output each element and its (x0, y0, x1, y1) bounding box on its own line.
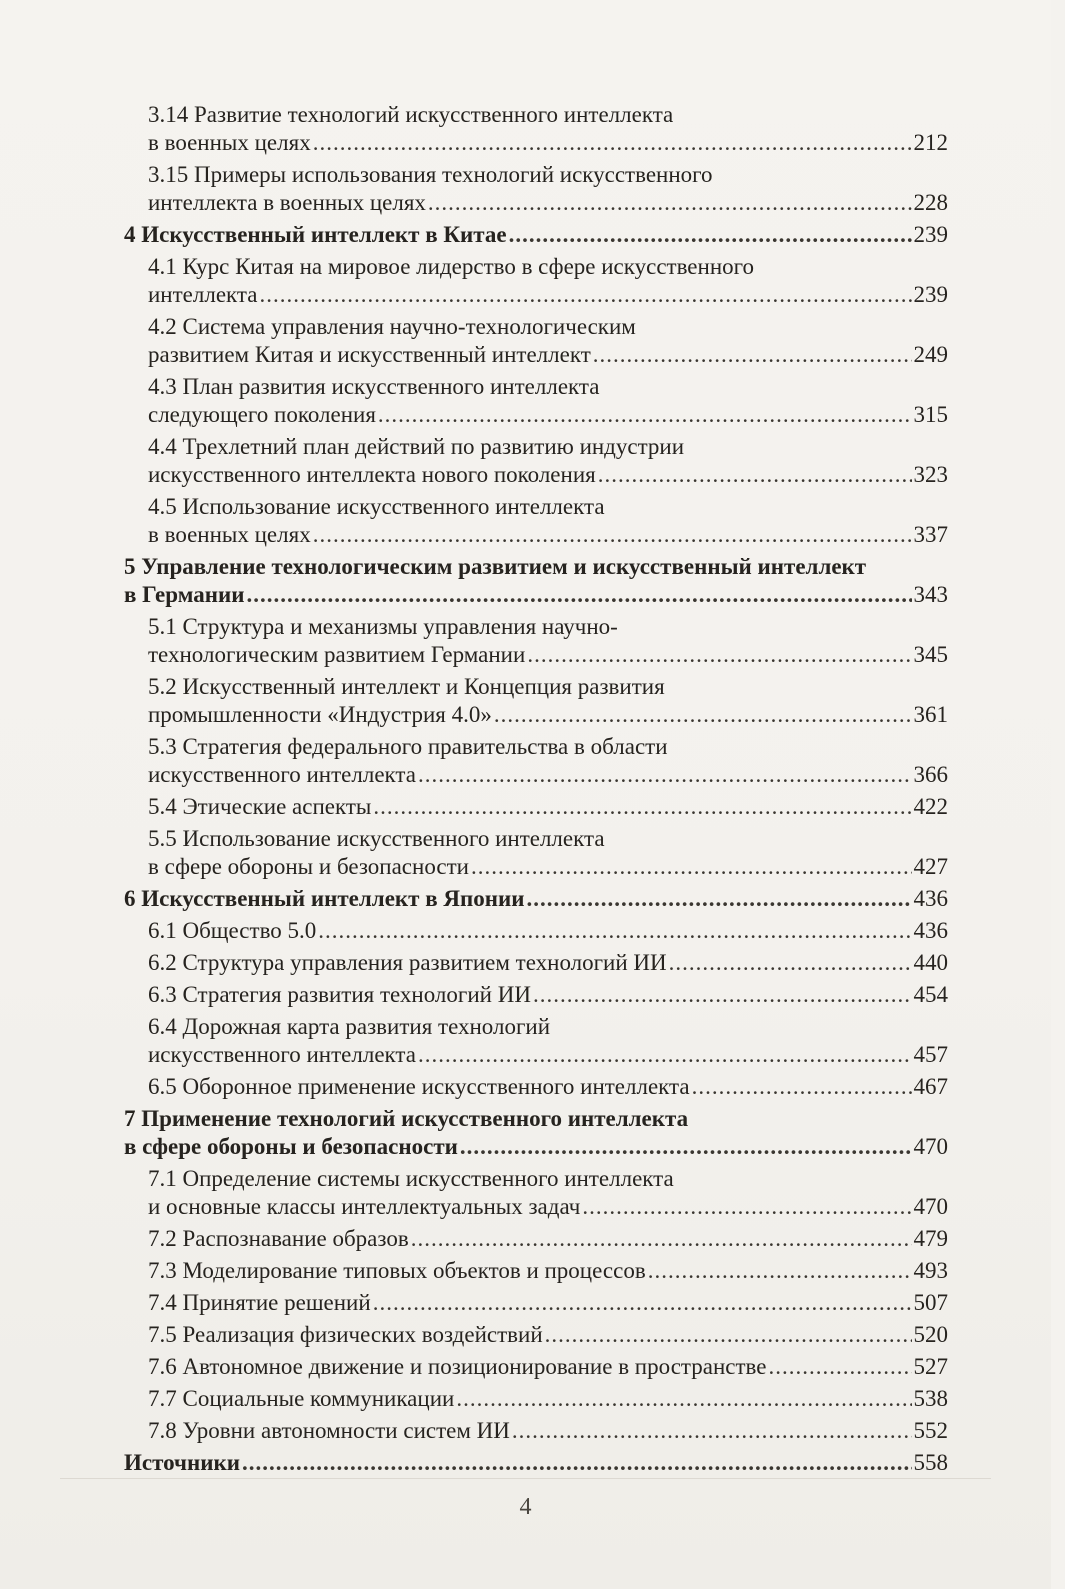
toc-chapter-6[interactable] (124, 885, 948, 913)
toc-page-number: 470 (913, 1194, 948, 1219)
toc-entry-text: в сфере обороны и безопасности (148, 854, 469, 879)
toc-entry-text: 7.2 Распознавание образов (148, 1226, 409, 1251)
toc-entry-7-3[interactable] (148, 1257, 948, 1285)
toc-entry-4-5[interactable] (148, 493, 948, 549)
toc-chapter-title: в сфере обороны и безопасности (124, 1134, 458, 1159)
toc-entry-3-14[interactable] (148, 101, 948, 157)
toc-entry-4-1[interactable] (148, 253, 948, 309)
toc-entry-text: искусственного интеллекта нового поколения (148, 462, 596, 487)
toc-entry-7-1[interactable] (148, 1165, 948, 1221)
toc-page-number: 479 (913, 1226, 948, 1251)
toc-entry-text: 6.3 Стратегия развития технологий ИИ (148, 982, 531, 1007)
leader-dots (259, 281, 911, 309)
leader-dots (418, 1041, 912, 1069)
toc-page-number: 520 (913, 1322, 948, 1347)
toc-page-number: 343 (913, 582, 948, 607)
toc-page-number: 436 (913, 886, 948, 911)
toc-page-number: 366 (913, 762, 948, 787)
toc-page-number: 345 (913, 642, 948, 667)
toc-entry-text: 7.7 Социальные коммуникации (148, 1386, 455, 1411)
toc-chapter-title: 7 Применение технологий искусственного интеллекта (124, 1106, 689, 1131)
leader-dots (373, 793, 911, 821)
toc-entry-text: 4.2 Система управления научно-технологическим (148, 314, 636, 339)
toc-page-number: 507 (913, 1290, 948, 1315)
toc-chapter-7[interactable] (124, 1105, 948, 1161)
toc-entry-7-6[interactable] (148, 1353, 948, 1381)
leader-dots (373, 1289, 912, 1317)
toc-page-number: 422 (913, 794, 948, 819)
leader-dots (768, 1353, 911, 1381)
leader-dots (418, 761, 912, 789)
toc-entry-7-8[interactable] (148, 1417, 948, 1445)
toc-page-number: 323 (913, 462, 948, 487)
toc-entry-text: 7.4 Принятие решений (148, 1290, 371, 1315)
toc-page-number: 436 (913, 918, 948, 943)
toc-entry-3-15[interactable] (148, 161, 948, 217)
leader-dots (246, 581, 911, 609)
toc-entry-text: 5.5 Использование искусственного интеллекта (148, 826, 605, 851)
toc-entry-7-2[interactable] (148, 1225, 948, 1253)
toc-entry-text: 6.5 Оборонное применение искусственного интеллекта (148, 1074, 690, 1099)
toc-sources[interactable] (124, 1449, 948, 1477)
leader-dots (471, 853, 912, 881)
toc-page-number: 239 (913, 222, 948, 247)
leader-dots (313, 129, 912, 157)
toc-page-number: 228 (913, 190, 948, 215)
toc-entry-text: искусственного интеллекта (148, 1042, 416, 1067)
leader-dots (494, 701, 912, 729)
toc-entry-5-1[interactable] (148, 613, 948, 669)
toc-page-number: 552 (913, 1418, 948, 1443)
toc-entry-text: в военных целях (148, 130, 311, 155)
toc-entry-text: 6.4 Дорожная карта развития технологий (148, 1014, 551, 1039)
toc-page-number: 454 (913, 982, 948, 1007)
toc-page-number: 427 (913, 854, 948, 879)
toc-entry-text: 4.1 Курс Китая на мировое лидерство в сфере искусственного (148, 254, 754, 279)
leader-dots (527, 885, 912, 913)
toc-page-number: 527 (913, 1354, 948, 1379)
toc-page-number: 239 (913, 282, 948, 307)
leader-dots (509, 221, 912, 249)
toc-entry-text: следующего поколения (148, 402, 376, 427)
toc-page-number: 470 (913, 1134, 948, 1159)
toc-entry-text: в военных целях (148, 522, 311, 547)
toc-page-number: 212 (913, 130, 948, 155)
toc-page-number: 315 (913, 402, 948, 427)
toc-chapter-4[interactable] (124, 221, 948, 249)
toc-entry-4-2[interactable] (148, 313, 948, 369)
toc-entry-text: промышленности «Индустрия 4.0» (148, 702, 492, 727)
toc-entry-text: 7.6 Автономное движение и позиционирование в пространстве (148, 1354, 767, 1379)
toc-chapter-title: 5 Управление технологическим развитием и искусственный интеллект (124, 554, 867, 579)
toc-entry-text: 6.1 Общество 5.0 (148, 918, 317, 943)
toc-entry-text: интеллекта (148, 282, 258, 307)
leader-dots (533, 981, 912, 1009)
toc-chapter-title: в Германии (124, 582, 245, 607)
toc-entry-text: и основные классы интеллектуальных задач (148, 1194, 581, 1219)
leader-dots (598, 461, 912, 489)
leader-dots (378, 401, 912, 429)
toc-entry-7-7[interactable] (148, 1385, 948, 1413)
footer-divider (60, 1478, 991, 1479)
toc-page-number: 493 (913, 1258, 948, 1283)
leader-dots (669, 949, 912, 977)
leader-dots (318, 917, 911, 945)
leader-dots (242, 1449, 912, 1477)
toc-page-number: 457 (913, 1042, 948, 1067)
toc-chapter-title: 4 Искусственный интеллект в Китае (124, 222, 507, 247)
toc-entry-text: 7.3 Моделирование типовых объектов и процессов (148, 1258, 646, 1283)
toc-entry-text: 5.1 Структура и механизмы управления научно- (148, 614, 618, 639)
toc-entry-text: 5.4 Этические аспекты (148, 794, 372, 819)
toc-page-number: 558 (913, 1450, 948, 1475)
toc-page-number: 337 (913, 522, 948, 547)
toc-entry-6-4[interactable] (148, 1013, 948, 1069)
leader-dots (411, 1225, 912, 1253)
toc-entry-text: интеллекта в военных целях (148, 190, 426, 215)
toc-page-number: 249 (913, 342, 948, 367)
toc-entry-text: 7.1 Определение системы искусственного интеллекта (148, 1166, 674, 1191)
toc-page-number: 361 (913, 702, 948, 727)
toc-entry-text: технологическим развитием Германии (148, 642, 526, 667)
toc-page-number: 467 (913, 1074, 948, 1099)
toc-entry-text: 5.3 Стратегия федерального правительства в области (148, 734, 668, 759)
toc-entry-text: 5.2 Искусственный интеллект и Концепция развития (148, 674, 665, 699)
toc-entry-text: 3.15 Примеры использования технологий искусственного (148, 162, 713, 187)
toc-entry-4-3[interactable] (148, 373, 948, 429)
toc-entry-5-3[interactable] (148, 733, 948, 789)
toc-page-number: 538 (913, 1386, 948, 1411)
toc-entry-6-5[interactable] (148, 1073, 948, 1101)
toc-entry-text: 7.5 Реализация физических воздействий (148, 1322, 543, 1347)
toc-entry-4-4[interactable] (148, 433, 948, 489)
toc-entry-6-3[interactable] (148, 981, 948, 1009)
toc-chapter-title: 6 Искусственный интеллект в Японии (124, 886, 525, 911)
leader-dots (582, 1193, 911, 1221)
toc-entry-7-4[interactable] (148, 1289, 948, 1317)
toc-page-number: 440 (913, 950, 948, 975)
toc-entry-5-4[interactable] (148, 793, 948, 821)
page-number: 4 (519, 1494, 532, 1520)
toc-entry-7-5[interactable] (148, 1321, 948, 1349)
leader-dots (428, 189, 912, 217)
table-of-contents (124, 101, 948, 1477)
toc-chapter-5[interactable] (124, 553, 948, 609)
toc-entry-6-1[interactable] (148, 917, 948, 945)
toc-entry-text: 4.4 Трехлетний план действий по развитию индустрии (148, 434, 685, 459)
leader-dots (460, 1133, 912, 1161)
toc-chapter-title: Источники (124, 1450, 240, 1475)
toc-entry-text: 4.3 План развития искусственного интеллекта (148, 374, 600, 399)
leader-dots (527, 641, 911, 669)
toc-entry-text: развитием Китая и искусственный интеллект (148, 342, 591, 367)
leader-dots (648, 1257, 912, 1285)
leader-dots (545, 1321, 912, 1349)
toc-entry-text: 3.14 Развитие технологий искусственного интеллекта (148, 102, 674, 127)
toc-entry-text: 4.5 Использование искусственного интеллекта (148, 494, 605, 519)
toc-entry-text: 6.2 Структура управления развитием технологий ИИ (148, 950, 667, 975)
toc-entry-6-2[interactable] (148, 949, 948, 977)
toc-entry-5-5[interactable] (148, 825, 948, 881)
toc-entry-5-2[interactable] (148, 673, 948, 729)
leader-dots (692, 1073, 912, 1101)
leader-dots (593, 341, 912, 369)
leader-dots (313, 521, 912, 549)
leader-dots (456, 1385, 911, 1413)
leader-dots (512, 1417, 912, 1445)
toc-entry-text: 7.8 Уровни автономности систем ИИ (148, 1418, 510, 1443)
toc-entry-text: искусственного интеллекта (148, 762, 416, 787)
